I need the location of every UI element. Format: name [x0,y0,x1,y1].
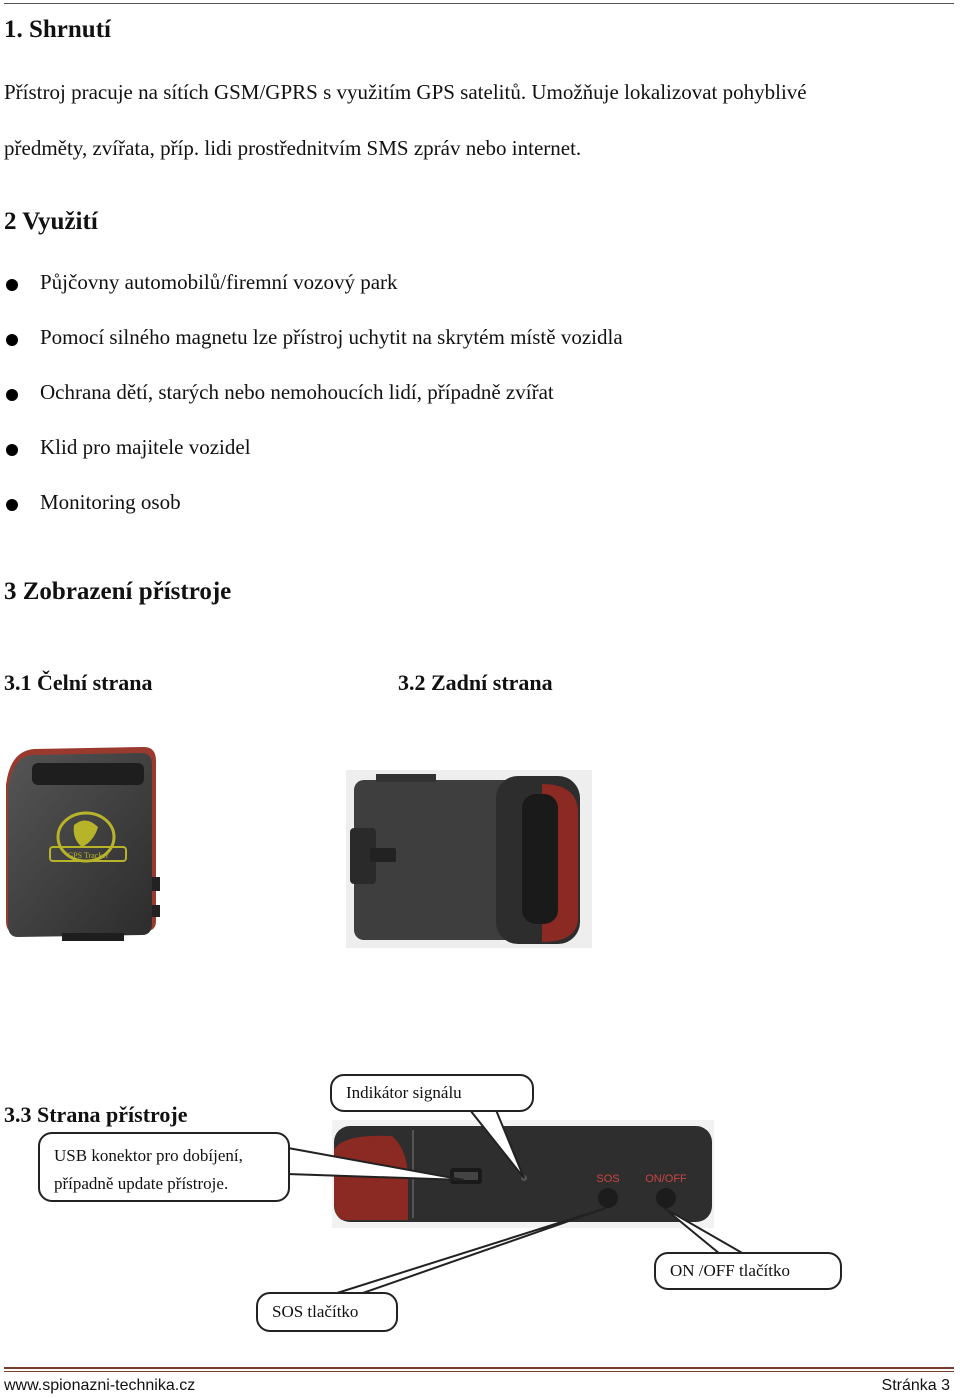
display-heading: 3 Zobrazení přístroje [4,578,232,605]
top-rule [4,3,954,4]
callout-signal-indicator [330,1074,534,1112]
callout-onoff-text: ON /OFF tlačítko [670,1261,790,1280]
bullet-icon [6,499,18,511]
list-item-text: Klid pro majitele vozidel [40,435,251,459]
callout-usb-line-1: USB konektor pro dobíjení, [54,1146,243,1165]
callout-sos-button [256,1292,398,1332]
footer-rule [4,1367,954,1369]
onoff-button-icon [656,1188,676,1208]
callout-usb-connector [38,1132,290,1202]
bullet-icon [6,334,18,346]
summary-heading: 1. Shrnutí [4,16,111,43]
back-side-heading: 3.2 Zadní strana [398,670,553,695]
footer-rule-thin [4,1371,954,1372]
logo-text: GPS Tracker [67,851,109,860]
footer-page-number: Stránka 3 [881,1377,950,1394]
list-item-text: Ochrana dětí, starých nebo nemohoucích lidí, případně zvířat [40,380,554,404]
callout-sos-text: SOS tlačítko [272,1302,359,1321]
usage-heading: 2 Využití [4,208,98,235]
footer-website: www.spionazni-technika.cz [4,1377,196,1394]
front-side-heading: 3.1 Čelní strana [4,670,153,695]
callout-signal-text: Indikátor signálu [346,1083,462,1102]
callout-onoff-button [654,1252,842,1290]
bullet-icon [6,279,18,291]
list-item-text: Pomocí silného magnetu lze přístroj uchytit na skrytém místě vozidla [40,325,623,349]
device-front-image [4,745,160,943]
list-item-text: Monitoring osob [40,490,181,514]
onoff-label: ON/OFF [645,1173,687,1185]
bullet-icon [6,444,18,456]
summary-line-1: Přístroj pracuje na sítích GSM/GPRS s využitím GPS satelitů. Umožňuje lokalizovat pohyblivé [4,80,807,104]
summary-line-2: předměty, zvířata, příp. lidi prostřednitvím SMS zpráv nebo internet. [4,136,582,160]
device-side-image [332,1120,714,1228]
device-back-image [346,770,592,948]
sos-label: SOS [596,1173,620,1185]
bullet-icon [6,389,18,401]
sos-button-icon [598,1188,618,1208]
side-heading: 3.3 Strana přístroje [4,1102,188,1127]
callout-usb-line-2: případně update přístroje. [54,1174,229,1193]
list-item-text: Půjčovny automobilů/firemní vozový park [40,270,398,294]
